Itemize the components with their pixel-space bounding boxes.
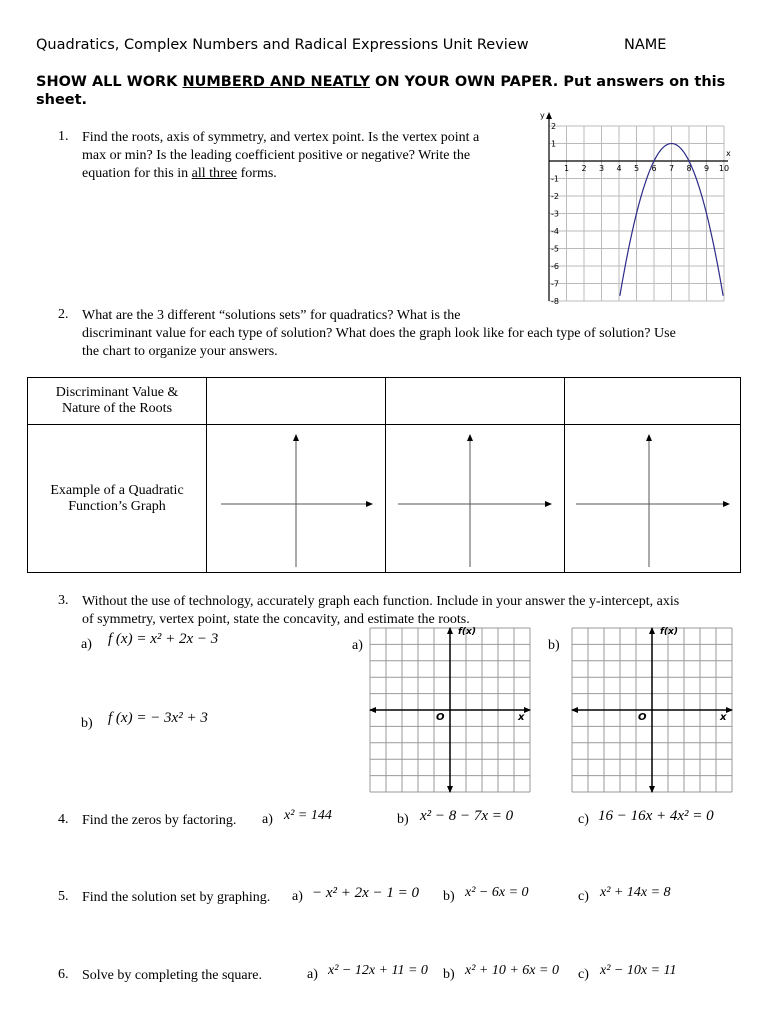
q4b-label: b): [397, 812, 409, 827]
q1-y-tick-label: -4: [551, 227, 559, 236]
graph-cell-2[interactable]: [386, 425, 565, 573]
q1-y-tick-label: -6: [551, 262, 559, 271]
q3-grid-b-svg: [570, 626, 734, 794]
graph-label-b: Function’s Graph: [68, 498, 166, 514]
q3-grid-a-svg: [368, 626, 532, 794]
q5a-label: a): [292, 889, 303, 904]
discriminant-label-b: Nature of the Roots: [61, 401, 173, 416]
q3-text: [82, 593, 742, 629]
q4b-equation: x² − 8 − 7x = 0: [420, 808, 514, 824]
q5b-equation: x² − 6x = 0: [465, 885, 529, 900]
q6b-label: b): [443, 967, 455, 982]
q3-grid-a[interactable]: [368, 626, 532, 794]
q3-grid-b-lines: [571, 627, 733, 793]
q1-parabola-graph: [535, 108, 735, 308]
blank-axes-2: [390, 429, 560, 569]
q1-y-tick-label: 1: [551, 139, 557, 149]
q1-x-tick-label: 1: [563, 164, 570, 173]
q1-y-tick-label: -3: [551, 209, 559, 219]
q3-line2: of symmetry, vertex point, state the concavity, and estimate the roots.: [82, 612, 470, 627]
q1-x-tick-label: 4: [616, 164, 622, 173]
q3-grid-a-fx-label: f(x): [458, 627, 476, 637]
q1-line1: Find the roots, axis of symmetry, and vertex point. Is the vertex point a: [82, 130, 480, 145]
q3-grid-b-fx-label: f(x): [660, 627, 678, 637]
q1-x-tick-label: 3: [598, 164, 605, 173]
q1-y-tick-label: 2: [551, 122, 557, 131]
blank-axes-1: [211, 429, 381, 569]
q3-grid-a-label: a): [352, 638, 363, 653]
discriminant-cell-2[interactable]: [386, 378, 565, 425]
q1-x-tick-label: 10: [718, 164, 730, 173]
q3-grid-b-label: b): [548, 638, 560, 653]
q5-number: 5.: [58, 889, 69, 904]
graph-cell-1[interactable]: [207, 425, 386, 573]
q3-number: 3.: [58, 593, 69, 608]
q6c-label: c): [578, 967, 589, 982]
q3a-equation: f (x) = x² + 2x − 3: [108, 631, 219, 647]
q4-text: Find the zeros by factoring.: [82, 813, 237, 828]
q1-x-tick-label: 5: [633, 164, 640, 173]
q1-number: 1.: [58, 129, 69, 144]
instructions-part1: SHOW ALL WORK: [36, 74, 183, 90]
instructions-underlined: NUMBERD AND NEATLY: [182, 74, 370, 90]
q1-text: [82, 129, 522, 183]
q3-line1: Without the use of technology, accurately graph each function. Include in your answer the y-intercept, axis: [82, 594, 680, 609]
q1-line2: max or min? Is the leading coefficient positive or negative? Write the: [82, 148, 471, 163]
q6-text: Solve by completing the square.: [82, 968, 263, 983]
q1-x-tick-label: 9: [703, 164, 710, 173]
q3-grid-a-x-label: x: [518, 712, 525, 723]
q6b-equation: x² + 10 + 6x = 0: [465, 963, 559, 978]
q6a-label: a): [307, 967, 318, 982]
graph-label-a: Example of a Quadratic: [50, 482, 184, 498]
q1-y-axis-label: y: [540, 111, 545, 120]
q5-text: Find the solution set by graphing.: [82, 890, 271, 905]
instructions-part2: ON YOUR OWN PAPER. Put answers on this sheet.: [36, 74, 726, 108]
q2-line2: discriminant value for each type of solution? What does the graph look like for each type of solution? Use: [82, 326, 676, 341]
q1-x-tick-label: 2: [581, 164, 587, 173]
q5c-label: c): [578, 889, 589, 904]
q5b-label: b): [443, 889, 455, 904]
q2-line3: the chart to organize your answers.: [82, 344, 278, 359]
q1-line3: [82, 165, 522, 183]
q1-y-tick-label: -5: [551, 244, 559, 254]
q3-grid-b[interactable]: [570, 626, 734, 794]
q5c-equation: x² + 14x = 8: [600, 885, 671, 900]
q1-y-tick-label: -7: [551, 279, 559, 289]
q1-line3u: all three: [191, 166, 238, 181]
q4a-label: a): [262, 812, 273, 827]
q6-number: 6.: [58, 967, 69, 982]
q3b-equation: f (x) = − 3x² + 3: [108, 710, 208, 726]
q4c-equation: 16 − 16x + 4x² = 0: [598, 808, 714, 824]
q1-line3b: forms.: [237, 166, 277, 181]
discriminant-cell-3[interactable]: [565, 378, 741, 425]
q3a-label: a): [81, 637, 92, 652]
name-label: NAME: [624, 37, 667, 53]
q4c-label: c): [578, 812, 589, 827]
q1-y-axis-arrow: [546, 112, 552, 119]
q3-grid-b-origin: O: [638, 712, 647, 723]
q6a-equation: x² − 12x + 11 = 0: [328, 963, 428, 978]
blank-axes-3: [568, 429, 738, 569]
discriminant-label-a: Discriminant Value &: [55, 385, 179, 400]
instructions: [36, 73, 736, 109]
q1-y-tick-label: -2: [551, 192, 559, 201]
graph-row-label: [28, 425, 207, 573]
solution-types-chart: [27, 377, 741, 573]
q1-x-tick-label: 6: [651, 164, 657, 173]
worksheet-title: Quadratics, Complex Numbers and Radical Expressions Unit Review: [36, 37, 529, 53]
q1-x-tick-label: 8: [686, 164, 692, 173]
q1-x-axis-label: x: [726, 149, 731, 158]
q1-x-tick-label: 7: [668, 164, 675, 173]
q1-line3a: equation for this in: [82, 166, 192, 181]
q2-line1: What are the 3 different “solutions sets” for quadratics? What is the: [82, 308, 461, 323]
q1-y-tick-label: -8: [551, 297, 559, 306]
q1-y-tick-label: -1: [551, 174, 559, 184]
q1-tick-labels: [540, 111, 731, 306]
q3-grid-a-lines: [369, 627, 531, 793]
q5a-equation: − x² + 2x − 1 = 0: [312, 885, 420, 901]
discriminant-cell-1[interactable]: [207, 378, 386, 425]
q3b-label: b): [81, 716, 93, 731]
q3-grid-b-x-label: x: [720, 712, 727, 723]
q2-number: 2.: [58, 307, 69, 322]
q3-grid-a-origin: O: [436, 712, 445, 723]
q4-number: 4.: [58, 812, 69, 827]
q2-text: [82, 307, 742, 361]
q4a-equation: x² = 144: [284, 808, 332, 823]
q6c-equation: x² − 10x = 11: [600, 963, 677, 978]
graph-cell-3[interactable]: [565, 425, 741, 573]
discriminant-row-label: [28, 378, 207, 425]
